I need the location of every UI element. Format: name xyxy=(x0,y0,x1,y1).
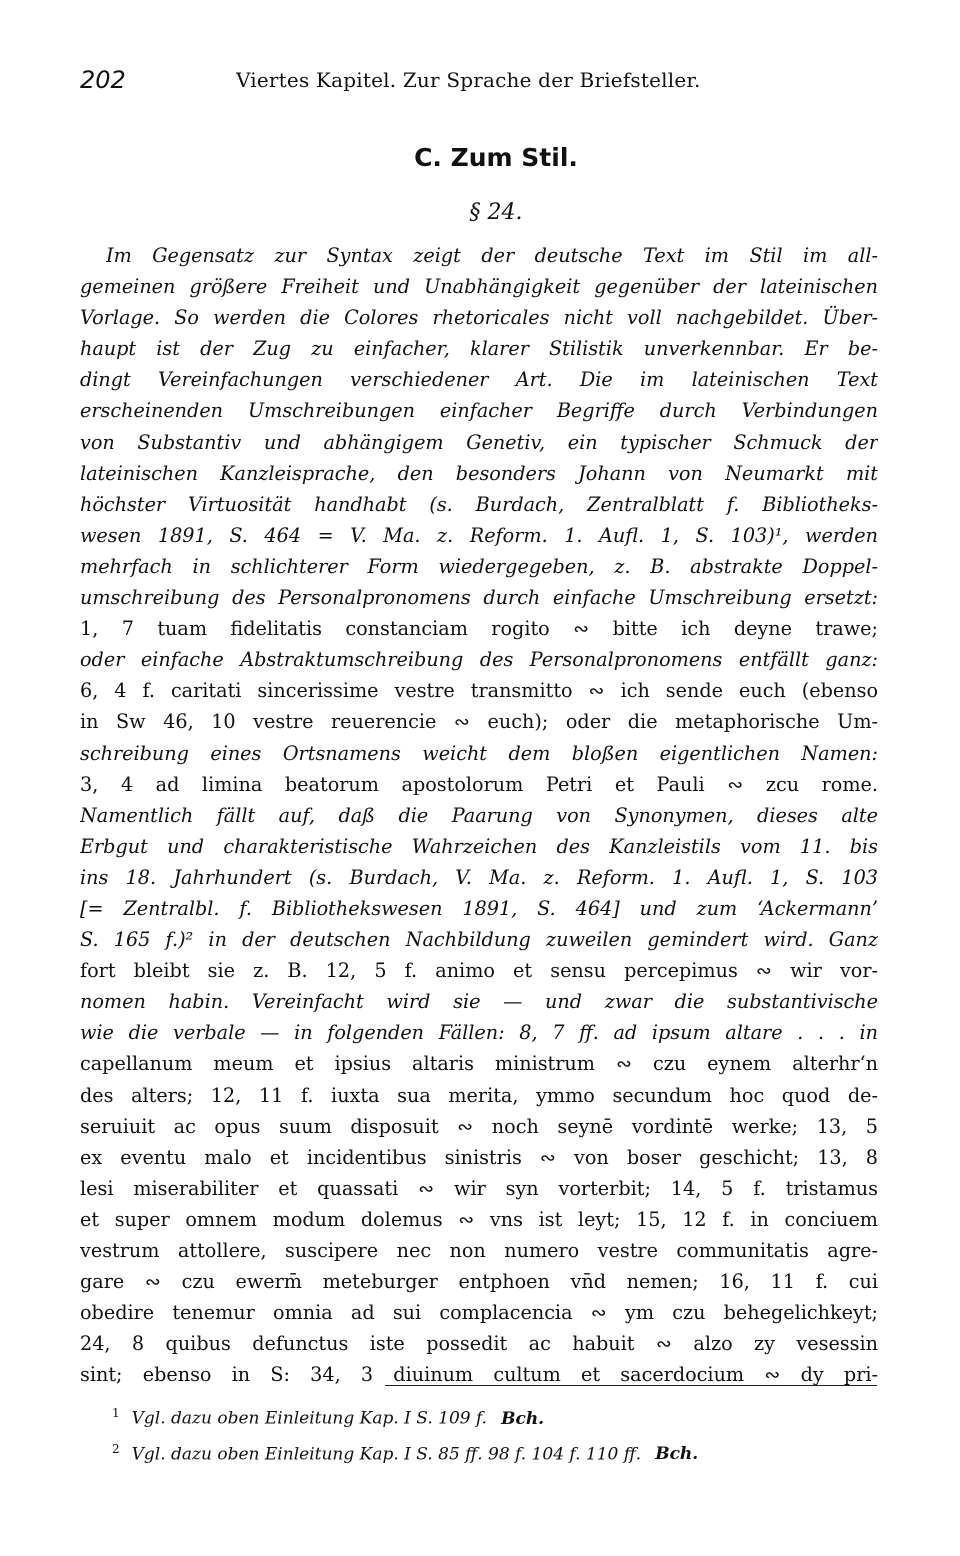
body-line: ins 18. Jahrhundert (s. Burdach, V. Ma. z. Reform. 1. Aufl. 1, S. 103 xyxy=(80,865,878,889)
body-line: lateinischen Kanzleisprache, den besonders Johann von Neumarkt mit xyxy=(80,461,878,485)
body-line: 1, 7 tuam fidelitatis constanciam rogito ∾ bitte ich deyne trawe; xyxy=(80,617,878,641)
footnote-marker: 2 xyxy=(112,1441,120,1456)
body-line: 24, 8 quibus defunctus iste possedit ac habuit ∾ alzo zy vesessin xyxy=(80,1332,878,1356)
body-line: Vorlage. So werden die Colores rhetoricales nicht voll nachgebildet. Über- xyxy=(80,306,878,330)
body-line: S. 165 f.)² in der deutschen Nachbildung zuweilen gemindert wird. Ganz xyxy=(80,928,878,952)
body-line: höchster Virtuosität handhabt (s. Burdach, Zentralblatt f. Bibliotheks- xyxy=(80,492,878,516)
footnote-1 xyxy=(112,1398,812,1434)
running-title: Viertes Kapitel. Zur Sprache der Briefsteller. xyxy=(236,68,701,92)
body-line: capellanum meum et ipsius altaris ministrum ∾ czu eynem alterhr‘n xyxy=(80,1052,878,1076)
footnote-divider xyxy=(385,1385,877,1386)
body-line: vestrum attollere, suscipere nec non numero vestre communitatis agre- xyxy=(80,1239,878,1262)
footnote-2 xyxy=(112,1434,812,1470)
body-line: obedire tenemur omnia ad sui complacencia ∾ ym czu behegelichkeyt; xyxy=(80,1301,878,1325)
body-line: in Sw 46, 10 vestre reuerencie ∾ euch); oder die metaphorische Um- xyxy=(80,710,878,734)
footnote-text: Vgl. dazu oben Einleitung Kap. I S. 109 f. xyxy=(131,1408,488,1429)
body-line: nomen habin. Vereinfacht wird sie — und zwar die substantivische xyxy=(80,990,878,1014)
body-line: Im Gegensatz zur Syntax zeigt der deutsche Text im Stil im all- xyxy=(106,244,878,267)
body-line: wesen 1891, S. 464 = V. Ma. z. Reform. 1. Aufl. 1, S. 103)¹, werden xyxy=(80,523,878,547)
body-line: dingt Vereinfachungen verschiedener Art. Die im lateinischen Text xyxy=(80,368,878,392)
body-line: [= Zentralbl. f. Bibliothekswesen 1891, S. 464] und zum ‘Ackermann’ xyxy=(80,896,878,920)
paragraph-number: § 24. xyxy=(469,200,523,225)
body-line: des alters; 12, 11 f. iuxta sua merita, ymmo secundum hoc quod de- xyxy=(80,1083,878,1107)
body-line: fort bleibt sie z. B. 12, 5 f. animo et sensu percepimus ∾ wir vor- xyxy=(80,959,878,983)
page-number: 202 xyxy=(80,66,126,94)
body-line: ex eventu malo et incidentibus sinistris ∾ von boser geschicht; 13, 8 xyxy=(80,1145,878,1169)
running-header xyxy=(80,66,880,106)
body-line: von Substantiv und abhängigem Genetiv, ein typischer Schmuck der xyxy=(80,430,878,454)
body-line: erscheinenden Umschreibungen einfacher Begriffe durch Verbindungen xyxy=(80,399,878,423)
body-line: 3, 4 ad limina beatorum apostolorum Petri et Pauli ∾ zcu rome. xyxy=(80,772,878,796)
body-line: wie die verbale — in folgenden Fällen: 8, 7 ff. ad ipsum altare . . . in xyxy=(80,1021,878,1045)
footnote-text: Vgl. dazu oben Einleitung Kap. I S. 85 ff. 98 f. 104 f. 110 ff. xyxy=(131,1444,642,1465)
body-line: sint; ebenso in S: 34, 3 diuinum cultum et sacerdocium ∾ dy pri- xyxy=(80,1363,878,1387)
body-line: gemeinen größere Freiheit und Unabhängigkeit gegenüber der lateinischen xyxy=(80,275,878,299)
body-line: gare ∾ czu ewerm̄ meteburger entphoen vn̄d nemen; 16, 11 f. cui xyxy=(80,1270,878,1294)
body-line: mehrfach in schlichterer Form wiedergegeben, z. B. abstrakte Doppel- xyxy=(80,554,878,578)
body-line: 6, 4 f. caritati sincerissime vestre transmitto ∾ ich sende euch (ebenso xyxy=(80,679,878,703)
body-line: seruiuit ac opus suum disposuit ∾ noch seynē vordintē werke; 13, 5 xyxy=(80,1114,878,1138)
footnote-author: Bch. xyxy=(655,1444,699,1465)
body-line: haupt ist der Zug zu einfacher, klarer Stilistik unverkennbar. Er be- xyxy=(80,337,878,361)
footnote-marker: 1 xyxy=(112,1406,120,1420)
body-line: Namentlich fällt auf, daß die Paarung von Synonymen, dieses alte xyxy=(80,803,878,827)
body-line: lesi miserabiliter et quassati ∾ wir syn vorterbit; 14, 5 f. tristamus xyxy=(80,1176,878,1200)
section-heading: C. Zum Stil. xyxy=(414,143,578,172)
body-line: et super omnem modum dolemus ∾ vns ist leyt; 15, 12 f. in conciuem xyxy=(80,1207,878,1231)
footnotes xyxy=(112,1398,812,1469)
body-line: Erbgut und charakteristische Wahrzeichen des Kanzleistils vom 11. bis xyxy=(80,834,878,858)
footnote-author: Bch. xyxy=(501,1408,545,1429)
body-line: umschreibung des Personalpronomens durch einfache Umschreibung ersetzt: xyxy=(80,586,878,610)
body-text xyxy=(80,240,878,1390)
body-line: oder einfache Abstraktumschreibung des Personalpronomens entfällt ganz: xyxy=(80,648,878,672)
body-line: schreibung eines Ortsnamens weicht dem bloßen eigentlichen Namen: xyxy=(80,741,878,765)
